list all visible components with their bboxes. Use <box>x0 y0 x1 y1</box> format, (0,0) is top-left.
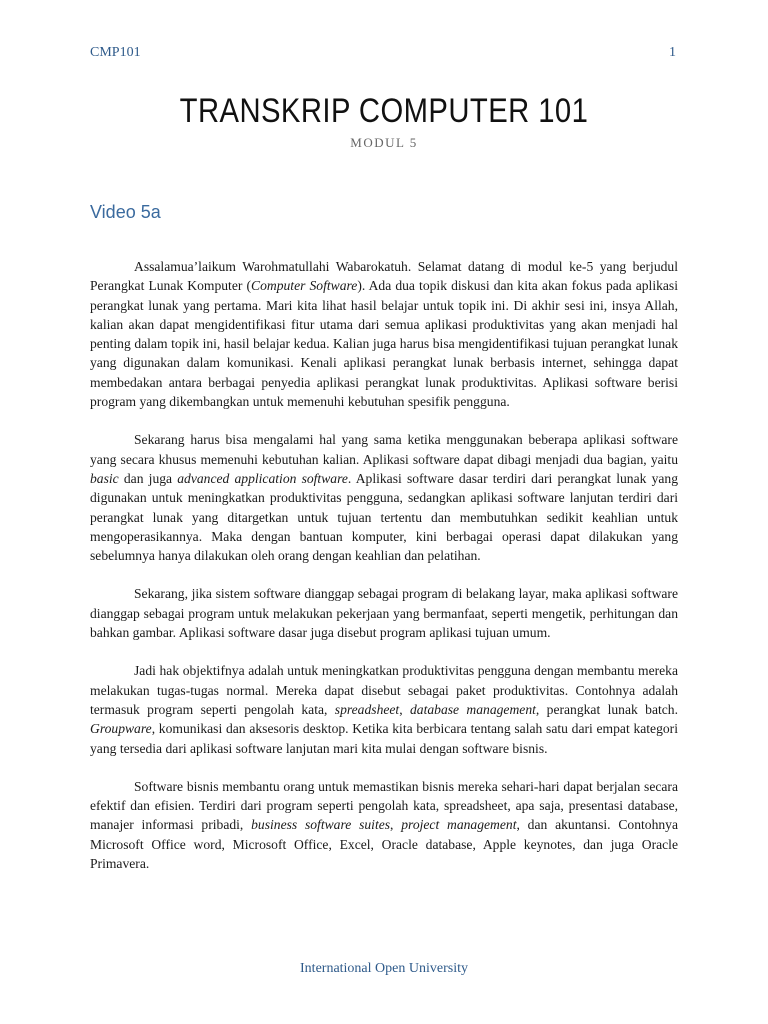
document-title: TRANSKRIP COMPUTER 101 <box>179 92 589 130</box>
italic-term: Computer Software <box>251 278 358 294</box>
paragraph-text: , dan akuntansi. Contohnya Microsoft Office word, Microsoft Office, Excel, Oracle database, Apple keynotes, dan juga Oracle Primavera. <box>90 817 678 872</box>
paragraph-text: Software bisnis membantu orang untuk memastikan bisnis mereka sehari-hari dapat berjalan secara efektif dan efisien. Terdiri dari program seperti pengolah kata, spreadsheet, apa saja, presentasi database, manajer informasi pribadi, <box>90 778 678 833</box>
header-page-number: 1 <box>669 45 676 60</box>
transcript-paragraph <box>90 777 678 873</box>
header-course-code: CMP101 <box>90 45 141 60</box>
italic-term: Groupware <box>90 721 152 737</box>
paragraph-text: Assalamua’laikum Warohmatullahi Wabarokatuh. Selamat datang di modul ke-5 yang berjudul Perangkat Lunak Komputer ( <box>90 259 678 294</box>
paragraph-text: , perangkat lunak batch. <box>535 701 678 717</box>
footer-institution: International Open University <box>300 961 468 976</box>
italic-term: database management <box>409 701 536 717</box>
italic-term: business software suites <box>251 817 391 833</box>
paragraph-text: , <box>399 701 410 717</box>
transcript-paragraph <box>90 257 678 411</box>
paragraph-text: dan juga <box>118 470 178 486</box>
italic-term: basic <box>90 470 119 486</box>
paragraph-text: Sekarang, jika sistem software dianggap sebagai program di belakang layar, maka aplikasi software dianggap sebagai program untuk melakukan pekerjaan yang bermanfaat, seperti mengetik, perhitungan dan bahkan gambar. Aplikasi software dasar juga disebut program aplikasi tujuan umum. <box>90 586 678 641</box>
document-subtitle: MODUL 5 <box>350 135 418 150</box>
paragraph-text: , <box>390 817 402 833</box>
transcript-paragraph <box>90 430 678 565</box>
paragraph-text: Jadi hak objektifnya adalah untuk meningkatkan produktivitas pengguna dengan membantu mereka melakukan tugas-tugas normal. Mereka dapat disebut sebagai paket produktivitas. Contohnya adalah termasuk program seperti pengolah kata, <box>90 663 678 717</box>
transcript-paragraph <box>90 661 678 757</box>
transcript-body <box>90 257 678 892</box>
section-heading: Video 5a <box>90 202 161 222</box>
paragraph-text: , komunikasi dan aksesoris desktop. Ketika kita berbicara tentang salah satu dari empat kategori yang tersedia dari aplikasi software lanjutan mari kita mulai dengan software bisnis. <box>90 721 678 756</box>
paragraph-text: ). Ada dua topik diskusi dan kita akan fokus pada aplikasi perangkat lunak yang pertama. Mari kita lihat hasil belajar untuk topik ini. Di akhir sesi ini, insya Allah, kalian akan dapat mengidentifikasi fitur utama dari semua aplikasi produktivitas yang akan menjadi hal penting dalam topik ini, hasil belajar kedua. Kalian juga harus bisa mengidentifikasi tujuan perangkat lunak yang digunakan dalam komunikasi. Kenali aplikasi perangkat lunak berbasis internet, sehingga dapat membedakan antara berbagai penyedia aplikasi perangkat lunak produktivitas. Aplikasi software berisi program yang dikembangkan untuk memenuhi kebutuhan spesifik pengguna. <box>90 278 678 410</box>
paragraph-text: Sekarang harus bisa mengalami hal yang sama ketika menggunakan beberapa aplikasi software yang secara khusus memenuhi kebutuhan kalian. Aplikasi software dapat dibagi menjadi dua bagian, yaitu <box>90 432 678 467</box>
italic-term: project management <box>401 817 517 833</box>
italic-term: advanced application software <box>177 470 348 486</box>
paragraph-text: . Aplikasi software dasar terdiri dari perangkat lunak yang digunakan untuk meningkatkan produktivitas pengguna, sedangkan aplikasi software lanjutan terdiri dari perangkat lunak yang ditargetkan untuk tujuan tertentu dan membutuhkan sedikit keahlian untuk mengoperasikannya. Maka dengan bantuan komputer, kini berbagai operasi dapat dilakukan yang sebelumnya hanya dilakukan oleh orang dengan keahlian dan pelatihan. <box>90 470 678 564</box>
italic-term: spreadsheet <box>334 701 400 717</box>
transcript-paragraph <box>90 584 678 642</box>
